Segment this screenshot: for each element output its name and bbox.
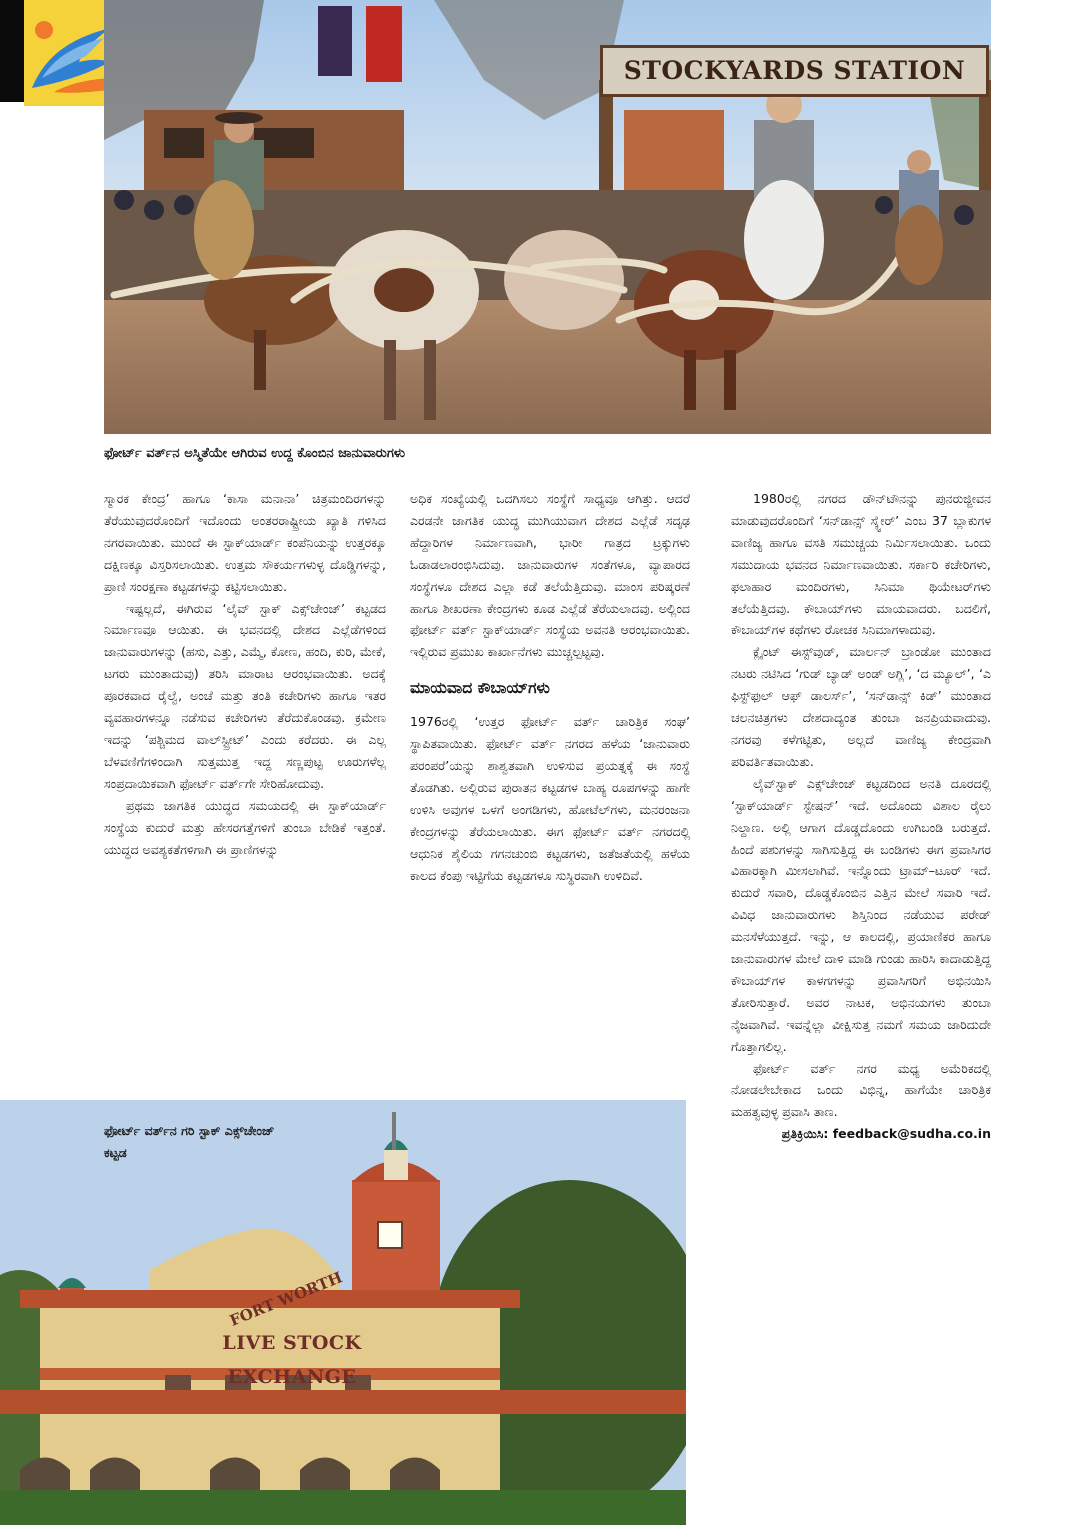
feedback-email: ಪ್ರತಿಕ್ರಿಯಿಸಿ: feedback@sudha.co.in (781, 1126, 991, 1142)
top-photo-caption: ಫೋರ್ಟ್ ವರ್ತ್‌ನ ಅಸ್ಮಿತೆಯೇ ಆಗಿರುವ ಉದ್ದ ಕೊಂಬಿನ ಜಾನುವಾರುಗಳು (104, 446, 406, 461)
live-stock-exchange-sign: LIVE STOCK EXCHANGE (222, 1332, 362, 1388)
paragraph: ಸ್ಮಾರಕ ಕೇಂದ್ರ’ ಹಾಗೂ ‘ಕಾಸಾ ಮನಾನಾ’ ಚಿತ್ರಮಂದಿರಗಳನ್ನು ತೆರೆಯುವುದರೊಂದಿಗೆ ಇದೊಂದು ಅಂತರರಾಷ್ಟ್ರೀಯ ಖ್ಯಾತಿ ಗಳಿಸಿದ ನಗರವಾಯಿತು. ಮುಂದೆ ಈ ಸ್ಟಾಕ್‌ಯಾರ್ಡ್ ಕಂಪೆನಿಯನ್ನು ಉತ್ತರಕ್ಕೂ ದಕ್ಷಿಣಕ್ಕೂ ವಿಸ್ತರಿಸಲಾಯಿತು. ಉತ್ತಮ ಸೌಕರ್ಯಗಳುಳ್ಳ ದೊಡ್ಡಿಗಳನ್ನು, ಪ್ರಾಣಿ ಸಂರಕ್ಷಣಾ ಕಟ್ಟಡಗಳನ್ನು ಕಟ್ಟಿಸಲಾಯಿತು. (104, 491, 386, 594)
section-heading: ಮಾಯವಾದ ಕೌಬಾಯ್‌ಗಳು (410, 679, 550, 698)
livestock-exchange-photo (0, 1100, 686, 1525)
bird-logo-icon (24, 0, 113, 106)
header-black-bar (0, 0, 24, 102)
paragraph: ಲೈವ್‌ಸ್ಟಾಕ್ ಎಕ್ಸ್‌ಚೇಂಜ್ ಕಟ್ಟಡದಿಂದ ಅನತಿ ದೂರದಲ್ಲಿ ‘ಸ್ಟಾಕ್‌ಯಾರ್ಡ್ ಸ್ಟೇಷನ್’ ಇದೆ. ಅದೊಂದು ವಿಶಾಲ ರೈಲು ನಿಲ್ದಾಣ. ಅಲ್ಲಿ ಆಗಾಗ ದೊಡ್ಡದೊಂದು ಉಗಿಬಂಡಿ ಬರುತ್ತದೆ. ಹಿಂದೆ ಪಶುಗಳನ್ನು ಸಾಗಿಸುತ್ತಿದ್ದ ಈ ಬಂಡಿಗಳು ಈಗ ಪ್ರವಾಸಿಗರ ವಿಹಾರಕ್ಕಾಗಿ ಮೀಸಲಾಗಿವೆ. ಇನ್ನೊಂದು ಟ್ರಾಮ್–ಟೂರ್ ಇದೆ. ಕುದುರೆ ಸವಾರಿ, ದೊಡ್ಡಕೊಂಬಿನ ಎತ್ತಿನ ಮೇಲೆ ಸವಾರಿ ಇದೆ. ವಿವಿಧ ಜಾನುವಾರುಗಳು ಶಿಸ್ತಿನಿಂದ ನಡೆಯುವ ಪರೇಡ್ ಮನಸೆಳೆಯುತ್ತದೆ. ಇನ್ನು, ಆ ಕಾಲದಲ್ಲಿ, ಪ್ರಯಾಣಿಕರ ಹಾಗೂ ಜಾನುವಾರುಗಳ ಮೇಲೆ ದಾಳಿ ಮಾಡಿ ಗುಂಡು ಹಾರಿಸಿ ಕಾದಾಡುತ್ತಿದ್ದ ಕೌಬಾಯ್‌ಗಳ ಕಾಳಗಗಳನ್ನು ಪ್ರವಾಸಿಗರಿಗೆ ಅಭಿನಯಿಸಿ ತೋರಿಸುತ್ತಾರೆ. ಅವರ ನಾಟಕ, ಅಭಿನಯಗಳು ತುಂಬಾ ನೈಜವಾಗಿವೆ. ಇವನ್ನೆಲ್ಲಾ ವೀಕ್ಷಿಸುತ್ತ ನಮಗೆ ಸಮಯ ಜಾರಿದುದೇ ಗೊತ್ತಾಗಲಿಲ್ಲ. (731, 775, 991, 1054)
stockyards-station-sign: STOCKYARDS STATION (600, 45, 989, 97)
article-column-3 (731, 488, 991, 1145)
fort-worth-arch-sign: FORT WORTH (227, 1268, 345, 1330)
paragraph: ಪ್ರಥಮ ಜಾಗತಿಕ ಯುದ್ಧದ ಸಮಯದಲ್ಲಿ ಈ ಸ್ಟಾಕ್‌ಯಾರ್ಡ್ ಸಂಸ್ಥೆಯ ಕುದುರೆ ಮತ್ತು ಹೇಸರಗತ್ತೆಗಳಿಗೆ ತುಂಬಾ ಬೇಡಿಕೆ ಇತ್ತಂತೆ. ಯುದ್ಧದ ಅವಶ್ಯಕತೆಗಳಿಗಾಗಿ ಈ ಪ್ರಾಣಿಗಳನ್ನು (104, 797, 386, 857)
paragraph: ಫೋರ್ಟ್ ವರ್ತ್ ನಗರ ಮಧ್ಯ ಅಮೆರಿಕದಲ್ಲಿ ನೋಡಲೇಬೇಕಾದ ಒಂದು ವಿಭಿನ್ನ, ಹಾಗೆಯೇ ಚಾರಿತ್ರಿಕ ಮಹತ್ವವುಳ್ಳ ಪ್ರವಾಸಿ ತಾಣ. (731, 1060, 991, 1120)
paragraph: 1976ರಲ್ಲಿ ‘ಉತ್ತರ ಫೋರ್ಟ್ ವರ್ತ್ ಚಾರಿತ್ರಿಕ ಸಂಘ’ ಸ್ಥಾಪಿತವಾಯಿತು. ಫೋರ್ಟ್ ವರ್ತ್ ನಗರದ ಹಳೆಯ ‘ಜಾನುವಾರು ಪರಂಪರೆ’ಯನ್ನು ಶಾಶ್ವತವಾಗಿ ಉಳಿಸುವ ಪ್ರಯತ್ನಕ್ಕೆ ಈ ಸಂಸ್ಥೆ ತೊಡಗಿತು. ಅಲ್ಲಿರುವ ಪುರಾತನ ಕಟ್ಟಡಗಳ ಬಾಹ್ಯ ರೂಪಗಳನ್ನು ಹಾಗೇ ಉಳಿಸಿ ಅವುಗಳ ಒಳಗೆ ಅಂಗಡಿಗಳು, ಹೋಟೆಲ್‌ಗಳು, ಮನರಂಜನಾ ಕೇಂದ್ರಗಳನ್ನು ತೆರೆಯಲಾಯಿತು. ಈಗ ಫೋರ್ಟ್ ವರ್ತ್ ನಗರದಲ್ಲಿ ಆಧುನಿಕ ಶೈಲಿಯ ಗಗನಚುಂಬಿ ಕಟ್ಟಡಗಳು, ಜತೆಜತೆಯಲ್ಲಿ ಹಳೆಯ ಕಾಲದ ಕೆಂಪು ಇಟ್ಟಿಗೆಯ ಕಟ್ಟಡಗಳೂ ಸುಸ್ಥಿರವಾಗಿ ಉಳಿದಿವೆ. (410, 714, 690, 883)
paragraph: ಕ್ಲೈಂಟ್ ಈಸ್ಟ್‌ವುಡ್, ಮಾರ್ಲನ್ ಬ್ರಾಂಡೋ ಮುಂತಾದ ನಟರು ನಟಿಸಿದ ‘ಗುಡ್ ಬ್ಯಾಡ್ ಅಂಡ್ ಅಗ್ಲಿ’, ‘ದ ಮ್ಯೂಲ್’, ‘ಎ ಫಿಸ್ಟ್‌ಫುಲ್ ಆಫ್ ಡಾಲರ್ಸ್’, ‘ಸನ್‌ಡಾನ್ಸ್ ಕಿಡ್’ ಮುಂತಾದ ಚಲನಚಿತ್ರಗಳು ದೇಶದಾದ್ಯಂತ ತುಂಬಾ ಜನಪ್ರಿಯವಾದುವು. ನಗರವು ಕಳೆಗಟ್ಟಿತು, ಅಲ್ಲದೆ ವಾಣಿಜ್ಯ ಕೇಂದ್ರವಾಗಿ ಪರಿವರ್ತಿತವಾಯಿತು. (731, 644, 991, 769)
paragraph: ಅಧಿಕ ಸಂಖ್ಯೆಯಲ್ಲಿ ಒದಗಿಸಲು ಸಂಸ್ಥೆಗೆ ಸಾಧ್ಯವೂ ಆಗಿತ್ತು. ಆದರೆ ಎರಡನೇ ಜಾಗತಿಕ ಯುದ್ಧ ಮುಗಿಯುವಾಗ ದೇಶದ ಎಲ್ಲೆಡೆ ಸದೃಢ ಹೆದ್ದಾರಿಗಳ ನಿರ್ಮಾಣವಾಗಿ, ಭಾರೀ ಗಾತ್ರದ ಟ್ರಕ್ಕುಗಳು ಓಡಾಡಲಾರಂಭಿಸಿದುವು. ಜಾನುವಾರುಗಳ ಸಂತೆಗಳೂ, ವ್ಯಾಪಾರದ ಸಂಸ್ಥೆಗಳೂ ದೇಶದ ಎಲ್ಲಾ ಕಡೆ ತಲೆಯೆತ್ತಿದುವು. ಮಾಂಸ ಪರಿಷ್ಕರಣೆ ಹಾಗೂ ಶೀಖರಣಾ ಕೇಂದ್ರಗಳು ಕೂಡ ಎಲ್ಲೆಡೆ ತೆರೆಯಲಾದವು. ಅಲ್ಲಿಂದ ಫೋರ್ಟ್ ವರ್ತ್ ಸ್ಟಾಕ್‌ಯಾರ್ಡ್ ಸಂಸ್ಥೆಯ ಅವನತಿ ಆರಂಭವಾಯಿತು. ಇಲ್ಲಿರುವ ಪ್ರಮುಖ ಕಾರ್ಖಾನೆಗಳು ಮುಚ್ಚಲ್ಪಟ್ಟವು. (410, 491, 690, 660)
bottom-photo-caption: ಫೋರ್ಟ್ ವರ್ತ್‌ನ ಗರಿ ಸ್ಟಾಕ್ ಎಕ್ಸ್‌ಚೇಂಜ್ ಕಟ್ಟಡ (104, 1123, 275, 1160)
paragraph: ಇಷ್ಟಲ್ಲದೆ, ಈಗಿರುವ ‘ಲೈವ್ ಸ್ಟಾಕ್ ಎಕ್ಸ್‌ಚೇಂಜ್’ ಕಟ್ಟಡದ ನಿರ್ಮಾಣವೂ ಆಯಿತು. ಈ ಭವನದಲ್ಲಿ ದೇಶದ ಎಲ್ಲೆಡೆಗಳಿಂದ ಜಾನುವಾರುಗಳನ್ನು (ಹಸು, ಎತ್ತು, ಎಮ್ಮೆ, ಕೋಣ, ಹಂದಿ, ಕುರಿ, ಮೇಕೆ, ಟಗರು ಮುಂತಾದುವು) ತರಿಸಿ ಮಾರಾಟ ಆರಂಭವಾಯಿತು. ಅದಕ್ಕೆ ಪೂರಕವಾದ ರೈಲ್ವೆ, ಅಂಚೆ ಮತ್ತು ತಂತಿ ಕಚೇರಿಗಳು ಹಾಗೂ ಇತರ ವ್ಯವಹಾರಗಳನ್ನೂ ನಡೆಸುವ ಕಚೇರಿಗಳು ತೆರೆದುಕೊಂಡವು. ಕ್ರಮೇಣ ಇದನ್ನು ‘ಪಶ್ಚಿಮದ ವಾಲ್‌ಸ್ಟ್ರೀಟ್’ ಎಂದು ಕರೆದರು. ಈ ಎಲ್ಲ ಬೆಳವಣಿಗೆಗಳಿಂದಾಗಿ ಸುತ್ತಮುತ್ತ ಇದ್ದ ಸಣ್ಣಪುಟ್ಟ ಊರುಗಳೆಲ್ಲ ಸಂಪ್ರದಾಯಿಕವಾಗಿ ಫೋರ್ಟ್ ವರ್ತ್‌ಗೇ ಸೇರಿಹೋದುವು. (104, 600, 386, 791)
paragraph: 1980ರಲ್ಲಿ ನಗರದ ಡೌನ್‌ಟೌನನ್ನು ಪುನರುಜ್ಜೀವನ ಮಾಡುವುದರೊಂದಿಗೆ ‘ಸನ್‌ಡಾನ್ಸ್ ಸ್ಕ್ವೇರ್’ ಎಂಬ 37 ಬ್ಲಾಕುಗಳ ವಾಣಿಜ್ಯ ಹಾಗೂ ವಸತಿ ಸಮುಚ್ಚಯ ನಿರ್ಮಿಸಲಾಯಿತು. ಒಂದು ಸಮುದಾಯ ಭವನದ ನಿರ್ಮಾಣವಾಯಿತು. ಸರ್ಕಾರಿ ಕಚೇರಿಗಳು, ಫಲಾಹಾರ ಮಂದಿರಗಳು, ಸಿನಿಮಾ ಥಿಯೇಟರ್‌ಗಳು ತಲೆಯೆತ್ತಿದವು. ಕೌಬಾಯ್‌ಗಳು ಮಾಯವಾದರು. ಬದಲಿಗೆ, ಕೌಬಾಯ್‌ಗಳ ಕಥೆಗಳು ರೋಚಕ ಸಿನಿಮಾಗಳಾದುವು. (731, 491, 991, 638)
article-column-1 (104, 488, 386, 860)
article-column-2 (410, 488, 690, 887)
